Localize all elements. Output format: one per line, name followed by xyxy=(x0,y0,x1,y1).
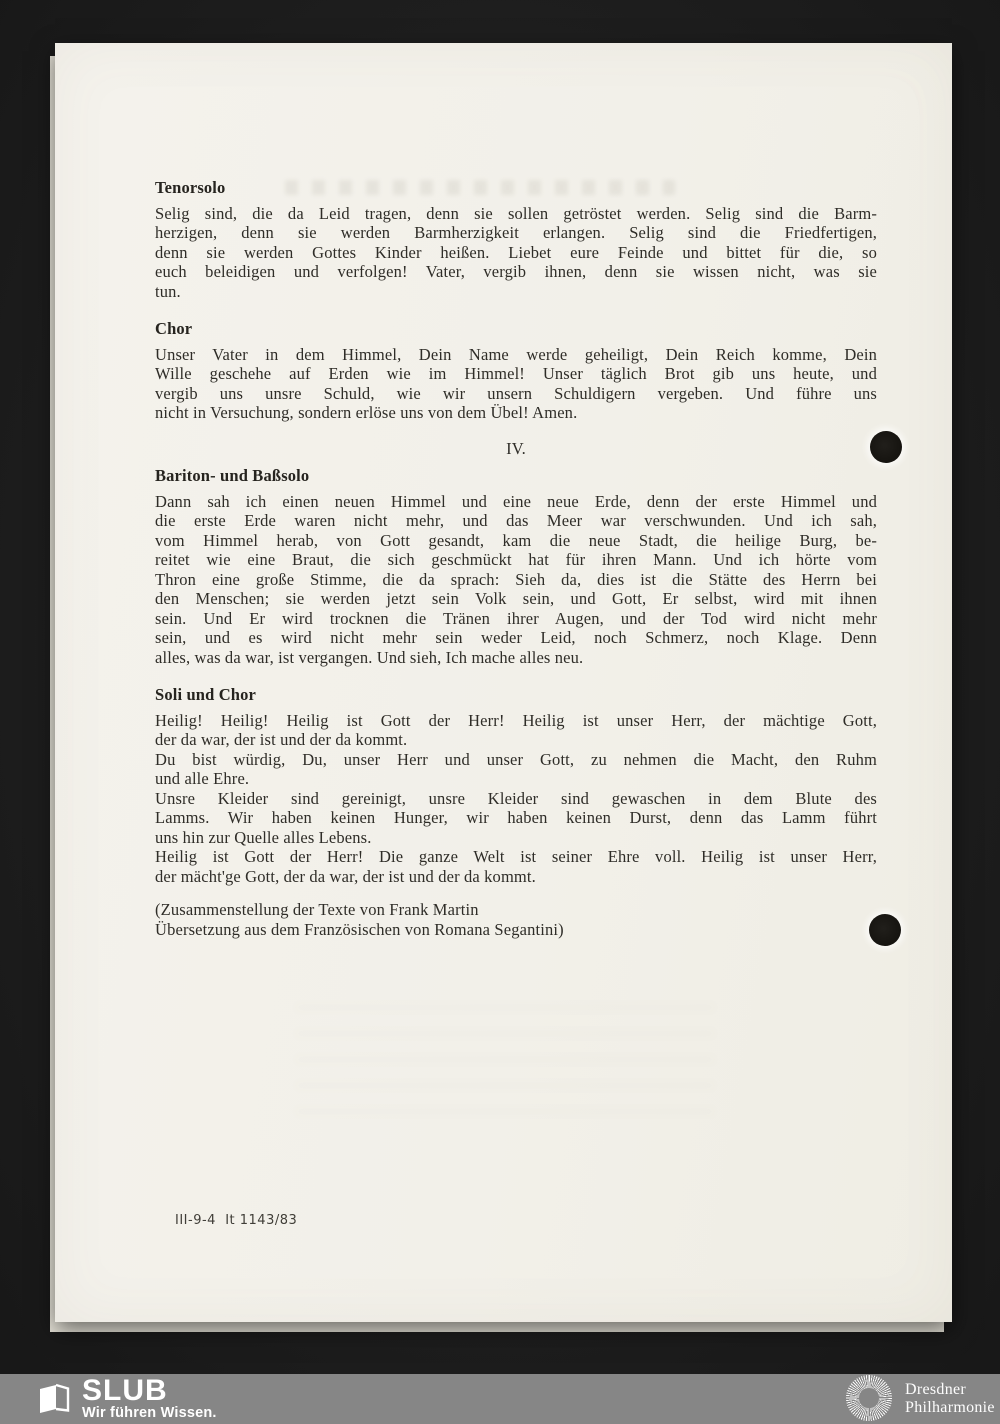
program-page xyxy=(55,43,952,1322)
slub-tagline: Wir führen Wissen. xyxy=(82,1405,217,1421)
philharmonie-logo-line: Dresdner xyxy=(905,1381,967,1398)
soli-und-chor-text: Unsre Kleider sind gereinigt, unsre Kleider sind gewaschen in dem Blute des Lamms. Wir haben keinen Hunger, wir haben keinen Durst, denn das Lamm führt uns hin zur Quelle alles Lebens. xyxy=(155,788,877,847)
soli-und-chor-text: Heilig ist Gott der Herr! Die ganze Welt ist seiner Ehre voll. Heilig ist unser Herr, der mächt'ge Gott, der da war, der ist und der da kommt. xyxy=(155,847,877,886)
bariton-basssolo-text: Dann sah ich einen neuen Himmel und eine neue Erde, denn der erste Himmel und die erste Erde waren nicht mehr, und das Meer war verschwunden. Und ich sah, vom Himmel herab, von Gott gesandt, kam die neue Stadt, die heilige Burg, be- reitet wie eine Braut, die sich geschmückt hat für ihren Mann. Und ich hörte vom Thron eine große Stimme, die da sprach: Sieh da, dies ist die Stätte des Herrn bei den Menschen; sie werden jetzt sein Volk sein, und Gott, Er selbst, wird mit ihnen sein. Und Er wird trocknen die Tränen ihrer Augen, und der Tod wird nicht mehr sein, und es wird nicht mehr sein weder Leid, noch Schmerz, noch Klage. Denn alles, was da war, ist vergangen. Und sieh, Ich mache alles neu. xyxy=(155,491,877,667)
credits-line: (Zusammenstellung der Texte von Frank Martin xyxy=(155,900,479,919)
hole-punch xyxy=(870,431,902,463)
soli-und-chor-text: Du bist würdig, Du, unser Herr und unser Gott, zu nehmen die Macht, den Ruhm und alle Ehre. xyxy=(155,749,877,788)
sunburst-icon xyxy=(846,1375,892,1421)
catalog-number: III-9-4 It 1143/83 xyxy=(175,1213,298,1228)
philharmonie-logo-line: Philharmonie xyxy=(905,1399,995,1416)
viewer-footer xyxy=(0,1374,1000,1424)
page-content xyxy=(155,178,877,939)
credits xyxy=(155,900,877,939)
credits-line: Übersetzung aus dem Französischen von Romana Segantini) xyxy=(155,919,564,939)
soli-und-chor-text: Heilig! Heilig! Heilig ist Gott der Herr! Heilig ist unser Herr, der mächtige Gott, der da war, der ist und der da kommt. xyxy=(155,710,877,749)
tenorsolo-text: Selig sind, die da Leid tragen, denn sie sollen getröstet werden. Selig sind die Barm- herzigen, denn sie werden Barmherzigkeit erlangen. Selig sind die Friedfertigen, denn sie werden Gottes Kinder heißen. Liebet eure Feinde und bittet für die, so euch beleidigen und verfolgen! Vater, vergib ihnen, denn sie wissen nicht, was sie tun. xyxy=(155,203,877,301)
book-icon xyxy=(36,1382,72,1414)
section-heading-chor: Chor xyxy=(155,319,193,338)
section-heading-tenorsolo: Tenorsolo xyxy=(155,178,226,197)
section-heading-soli-und-chor: Soli und Chor xyxy=(155,685,256,704)
slub-logo-text: SLUB xyxy=(82,1374,168,1407)
chor-text: Unser Vater in dem Himmel, Dein Name werde geheiligt, Dein Reich komme, Dein Wille geschehe auf Erden wie im Himmel! Unser täglich Brot gib uns heute, und vergib uns unsre Schuld, wie wir unsern Schuldigern vergeben. Und führe uns nicht in Versuchung, sondern erlöse uns von dem Übel! Amen. xyxy=(155,344,877,422)
hole-punch xyxy=(869,914,901,946)
philharmonie-logo-text xyxy=(905,1381,995,1417)
section-heading-bariton-basssolo: Bariton- und Baßsolo xyxy=(155,466,310,485)
movement-number: IV. xyxy=(506,438,526,458)
bleed-through-artifact xyxy=(295,1003,715,1123)
